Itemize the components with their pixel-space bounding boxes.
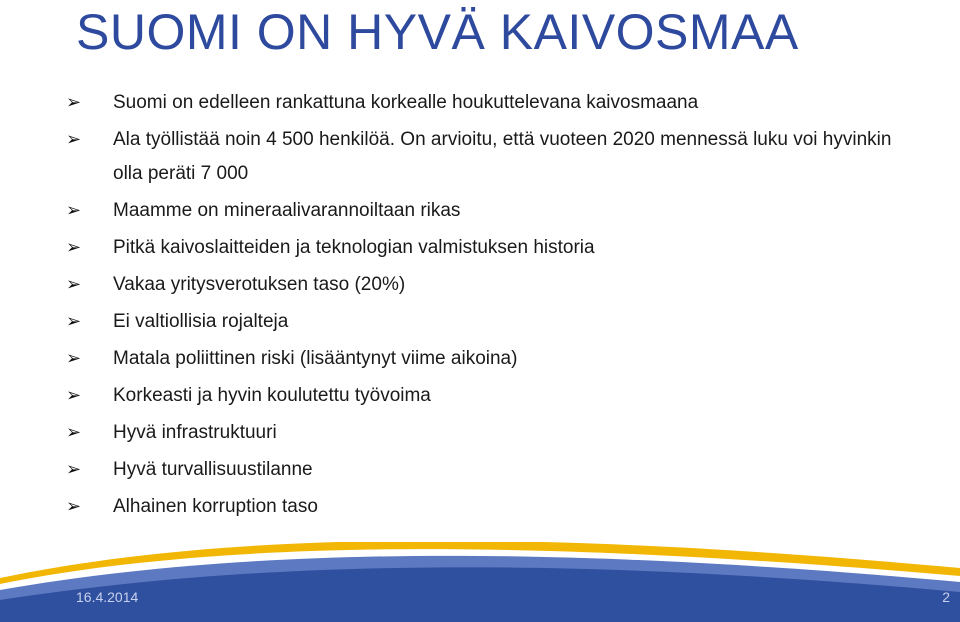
list-item: [0, 123, 960, 191]
bullet-text: Ala työllistää noin 4 500 henkilöä. On arvioitu, että vuoteen 2020 mennessä luku voi hyvinkin olla peräti 7 000: [113, 129, 892, 184]
arrowhead-bullet-icon: ➢: [66, 385, 82, 406]
arrowhead-bullet-icon: ➢: [66, 422, 82, 443]
arrowhead-bullet-icon: ➢: [66, 129, 82, 150]
list-item: [0, 268, 960, 302]
arrowhead-bullet-icon: ➢: [66, 348, 82, 369]
bullet-text: Korkeasti ja hyvin koulutettu työvoima: [113, 385, 431, 406]
bullet-text: Vakaa yritysverotuksen taso (20%): [113, 274, 406, 295]
arrowhead-bullet-icon: ➢: [66, 496, 82, 517]
bullet-text: Suomi on edelleen rankattuna korkealle houkuttelevana kaivosmaana: [113, 92, 699, 113]
list-item: [0, 416, 960, 450]
bullet-text: Maamme on mineraalivarannoiltaan rikas: [113, 200, 461, 221]
arrowhead-bullet-icon: ➢: [66, 200, 82, 221]
list-item: [0, 231, 960, 265]
arrowhead-bullet-icon: ➢: [66, 92, 82, 113]
bullet-text: Pitkä kaivoslaitteiden ja teknologian valmistuksen historia: [113, 237, 595, 258]
bullet-text: Ei valtiollisia rojalteja: [113, 311, 289, 332]
footer-date: 16.4.2014: [76, 589, 139, 605]
list-item: [0, 379, 960, 413]
footer-wave-band: [0, 542, 960, 622]
bullet-list: [0, 86, 960, 527]
page-number: 2: [942, 589, 950, 605]
list-item: [0, 342, 960, 376]
list-item: [0, 86, 960, 120]
slide-title: SUOMI ON HYVÄ KAIVOSMAA: [76, 4, 799, 60]
list-item: [0, 490, 960, 524]
bullet-text: Alhainen korruption taso: [113, 496, 318, 517]
list-item: [0, 194, 960, 228]
list-item: [0, 305, 960, 339]
arrowhead-bullet-icon: ➢: [66, 311, 82, 332]
arrowhead-bullet-icon: ➢: [66, 237, 82, 258]
arrowhead-bullet-icon: ➢: [66, 459, 82, 480]
arrowhead-bullet-icon: ➢: [66, 274, 82, 295]
list-item: [0, 453, 960, 487]
bullet-text: Matala poliittinen riski (lisääntynyt viime aikoina): [113, 348, 518, 369]
bullet-text: Hyvä infrastruktuuri: [113, 422, 277, 443]
bullet-text: Hyvä turvallisuustilanne: [113, 459, 313, 480]
